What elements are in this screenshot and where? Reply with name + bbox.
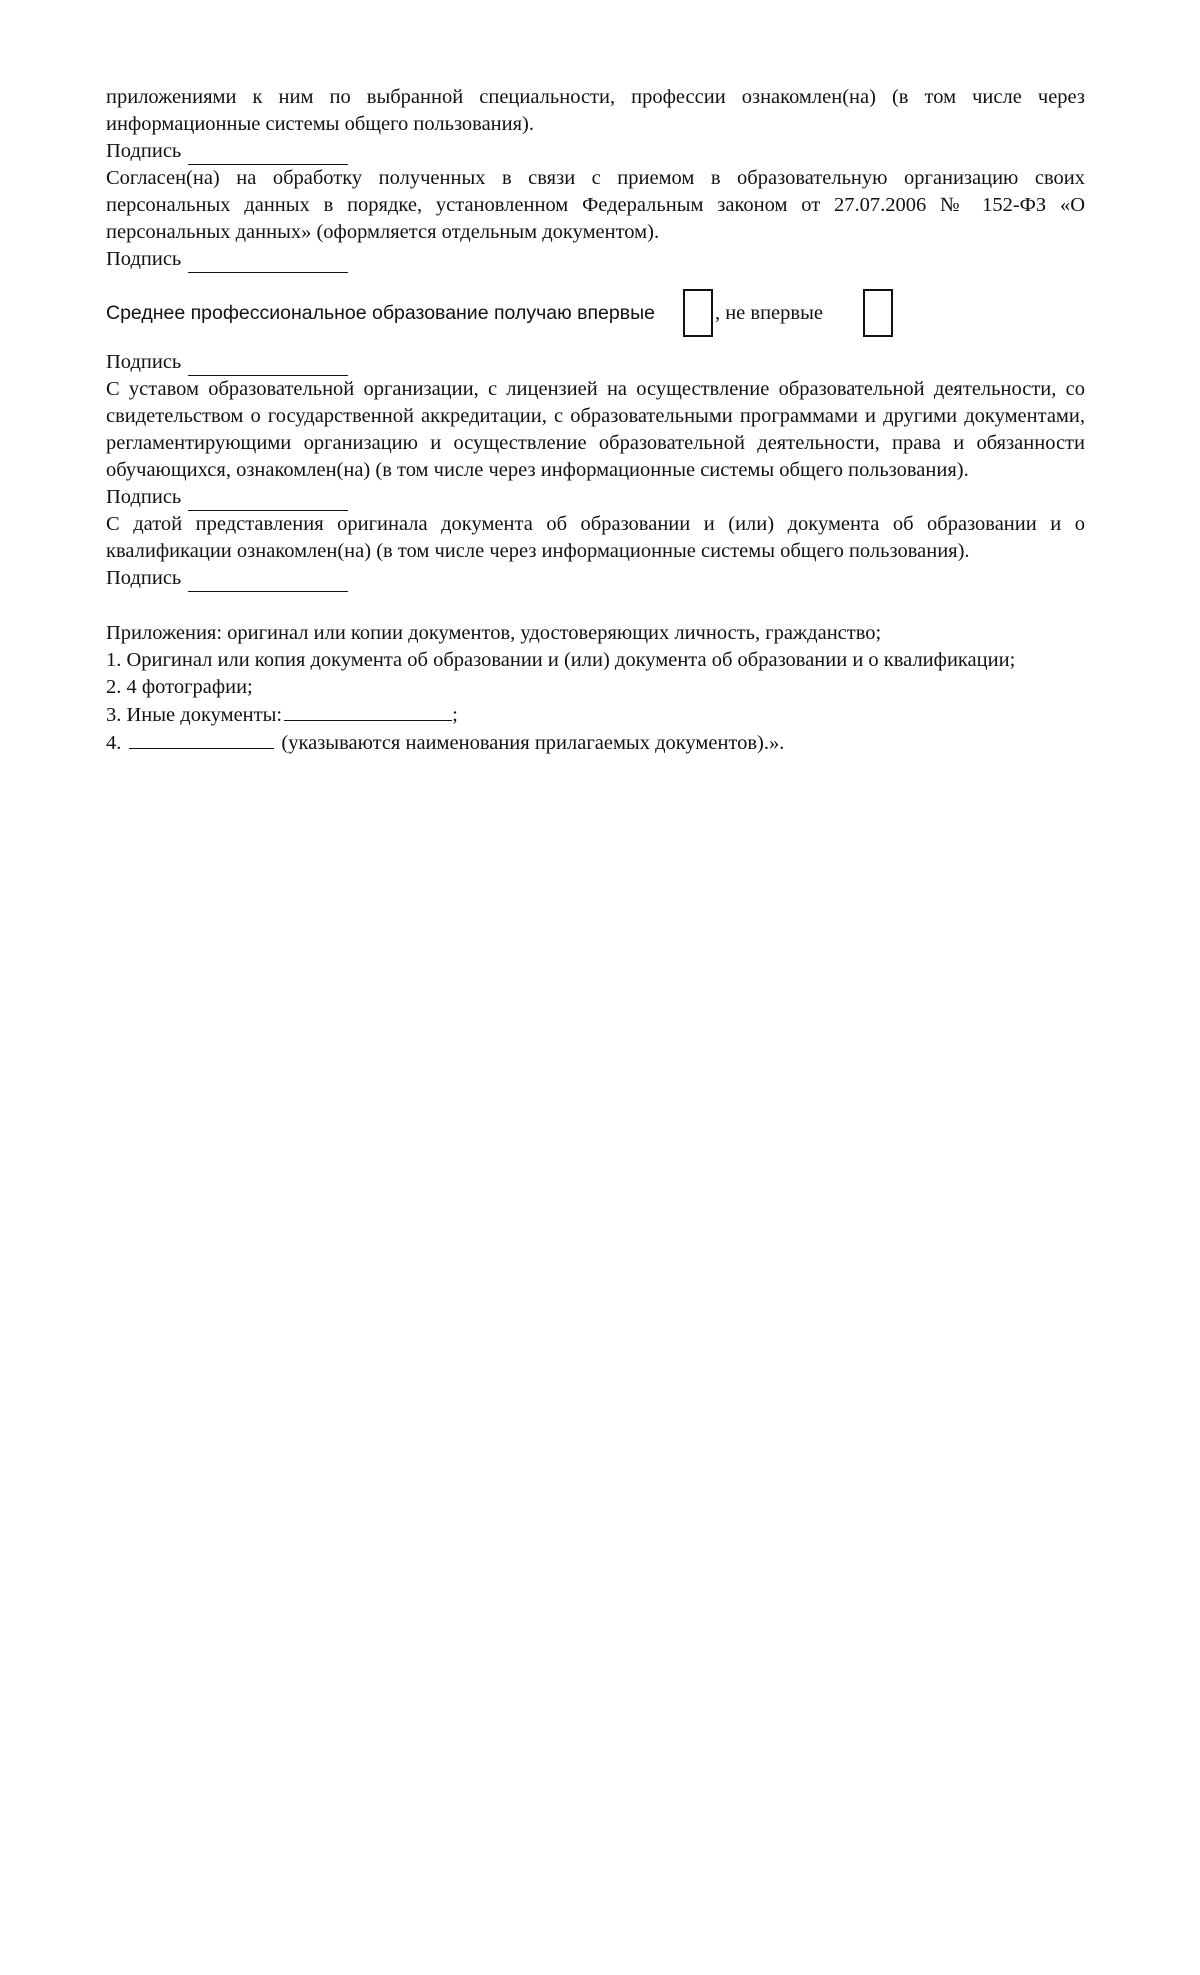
spo-first-time-row <box>106 285 1085 341</box>
signature-row-3 <box>106 349 1085 376</box>
other-documents-field[interactable] <box>284 701 452 721</box>
signature-label: Подпись <box>106 486 182 508</box>
signature-row-5 <box>106 565 1085 592</box>
signature-label: Подпись <box>106 140 182 162</box>
paragraph-familiarization-programs: приложениями к ним по выбранной специальности, профессии ознакомлен(на) (в том числе через информационные системы общего пользования). <box>106 86 1085 135</box>
spo-first-time-label: Среднее профессиональное образование получаю впервые <box>106 301 655 324</box>
attachment-item-4 <box>106 729 1085 757</box>
signature-line[interactable] <box>188 145 348 165</box>
signature-line[interactable] <box>188 572 348 592</box>
signature-label: Подпись <box>106 248 182 270</box>
signature-line[interactable] <box>188 253 348 273</box>
attachment-item-3-label: 3. Иные документы: <box>106 704 283 726</box>
attachment-item-3 <box>106 701 1085 729</box>
not-first-time-label: , не впервые <box>714 301 823 324</box>
attachments-intro: Приложения: оригинал или копии документов, удостоверяющих личность, гражданство; <box>106 622 882 644</box>
signature-line[interactable] <box>188 356 348 376</box>
signature-row-2 <box>106 246 1085 273</box>
spacer <box>106 592 1085 620</box>
paragraph-personal-data-consent: Согласен(на) на обработку полученных в связи с приемом в образовательную организацию своих персональных данных в порядке, установленном Федеральным законом от 27.07.2006 № 152-ФЗ «О персональных данных» (оформляется отдельным документом). <box>106 167 1085 243</box>
signature-line[interactable] <box>188 491 348 511</box>
paragraph-charter-license: С уставом образовательной организации, с лицензией на осуществление образовательной деятельности, со свидетельством о государственной аккредитации, с образовательными программами и другими документами, регламентирующими организацию и осуществление образовательной деятельности, права и обязанности обучающихся, ознакомлен(на) (в том числе через информационные системы общего пользования). <box>106 378 1085 481</box>
first-time-checkbox[interactable] <box>683 289 713 337</box>
attachment-item-4-number: 4. <box>106 732 122 754</box>
not-first-time-checkbox[interactable] <box>863 289 893 337</box>
attached-documents-field[interactable] <box>129 729 274 749</box>
attachment-item-4-note: (указываются наименования прилагаемых документов).». <box>281 732 785 754</box>
paragraph-original-document-date: С датой представления оригинала документа об образовании и (или) документа об образовании и о квалификации ознакомлен(на) (в том числе через информационные системы общего пользования). <box>106 513 1085 562</box>
attachment-item-3-suffix: ; <box>452 704 458 726</box>
signature-row-4 <box>106 484 1085 511</box>
signature-label: Подпись <box>106 567 182 589</box>
attachment-item-1: 1. Оригинал или копия документа об образовании и (или) документа об образовании и о квалификации; <box>106 649 1016 671</box>
document-page <box>106 84 1085 757</box>
signature-label: Подпись <box>106 351 182 373</box>
signature-row-1 <box>106 138 1085 165</box>
attachment-item-2: 2. 4 фотографии; <box>106 676 253 698</box>
